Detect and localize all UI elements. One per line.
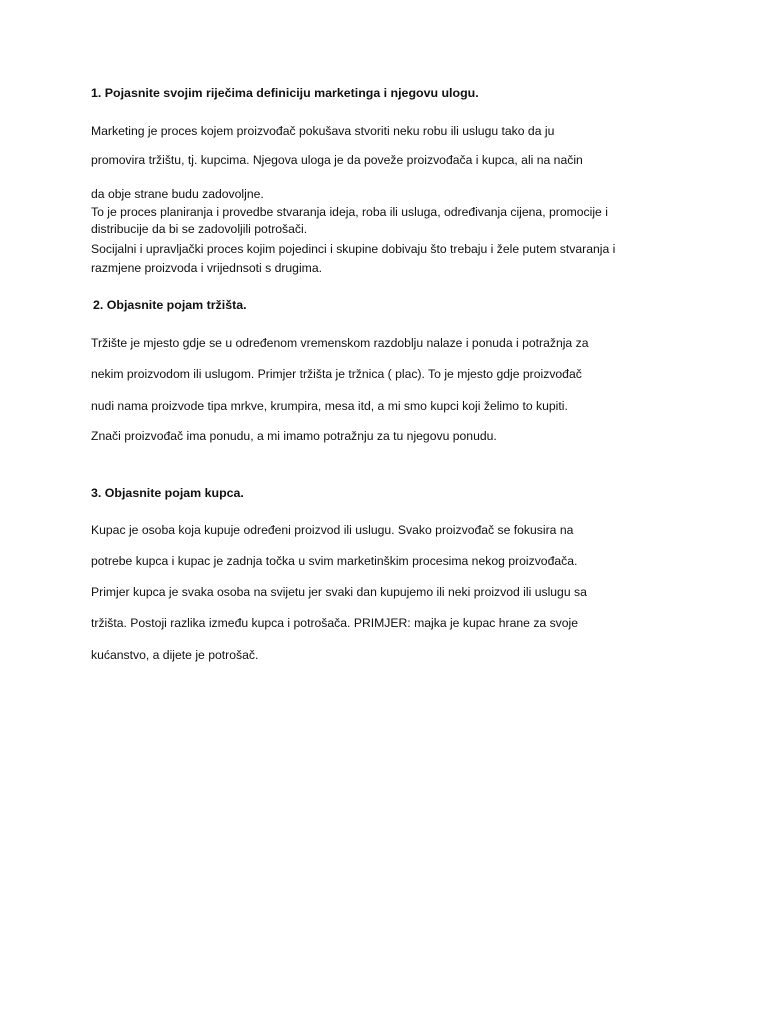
section3-line: kućanstvo, a dijete je potrošač. bbox=[91, 648, 259, 662]
section2-line: nekim proizvodom ili uslugom. Primjer tržišta je tržnica ( plac). To je mjesto gdje proizvođač bbox=[91, 367, 582, 381]
section1-line: promovira tržištu, tj. kupcima. Njegova uloga je da poveže proizvođača i kupca, ali na način bbox=[91, 153, 583, 167]
section1-line: Marketing je proces kojem proizvođač pokušava stvoriti neku robu ili uslugu tako da ju bbox=[91, 124, 555, 138]
section3-line: potrebe kupca i kupac je zadnja točka u svim marketinškim procesima nekog proizvođača. bbox=[91, 554, 578, 568]
section2-line: nudi nama proizvode tipa mrkve, krumpira, mesa itd, a mi smo kupci koji želimo to kupiti. bbox=[91, 399, 568, 413]
section1-heading: 1. Pojasnite svojim riječima definiciju marketinga i njegovu ulogu. bbox=[91, 86, 479, 100]
section3-line: tržišta. Postoji razlika između kupca i potrošača. PRIMJER: majka je kupac hrane za svoje bbox=[91, 616, 579, 630]
section3-heading: 3. Objasnite pojam kupca. bbox=[91, 486, 244, 500]
section3-line: Kupac je osoba koja kupuje određeni proizvod ili uslugu. Svako proizvođač se fokusira na bbox=[91, 523, 574, 537]
section2-line: Znači proizvođač ima ponudu, a mi imamo potražnju za tu njegovu ponudu. bbox=[91, 429, 497, 443]
section1-line: da obje strane budu zadovoljne. bbox=[91, 187, 264, 201]
section2-heading: 2. Objasnite pojam tržišta. bbox=[93, 298, 247, 312]
section1-line: To je proces planiranja i provedbe stvaranja ideja, roba ili usluga, određivanja cijena, promocije i bbox=[91, 205, 608, 219]
section3-line: Primjer kupca je svaka osoba na svijetu jer svaki dan kupujemo ili neki proizvod ili uslugu sa bbox=[91, 585, 587, 599]
section2-line: Tržište je mjesto gdje se u određenom vremenskom razdoblju nalaze i ponuda i potražnja za bbox=[91, 336, 589, 350]
section1-line: Socijalni i upravljački proces kojim pojedinci i skupine dobivaju što trebaju i žele putem stvaranja i bbox=[91, 242, 616, 256]
section1-line: razmjene proizvoda i vrijednsoti s drugima. bbox=[91, 261, 322, 275]
section1-line: distribucije da bi se zadovoljili potrošači. bbox=[91, 222, 308, 236]
